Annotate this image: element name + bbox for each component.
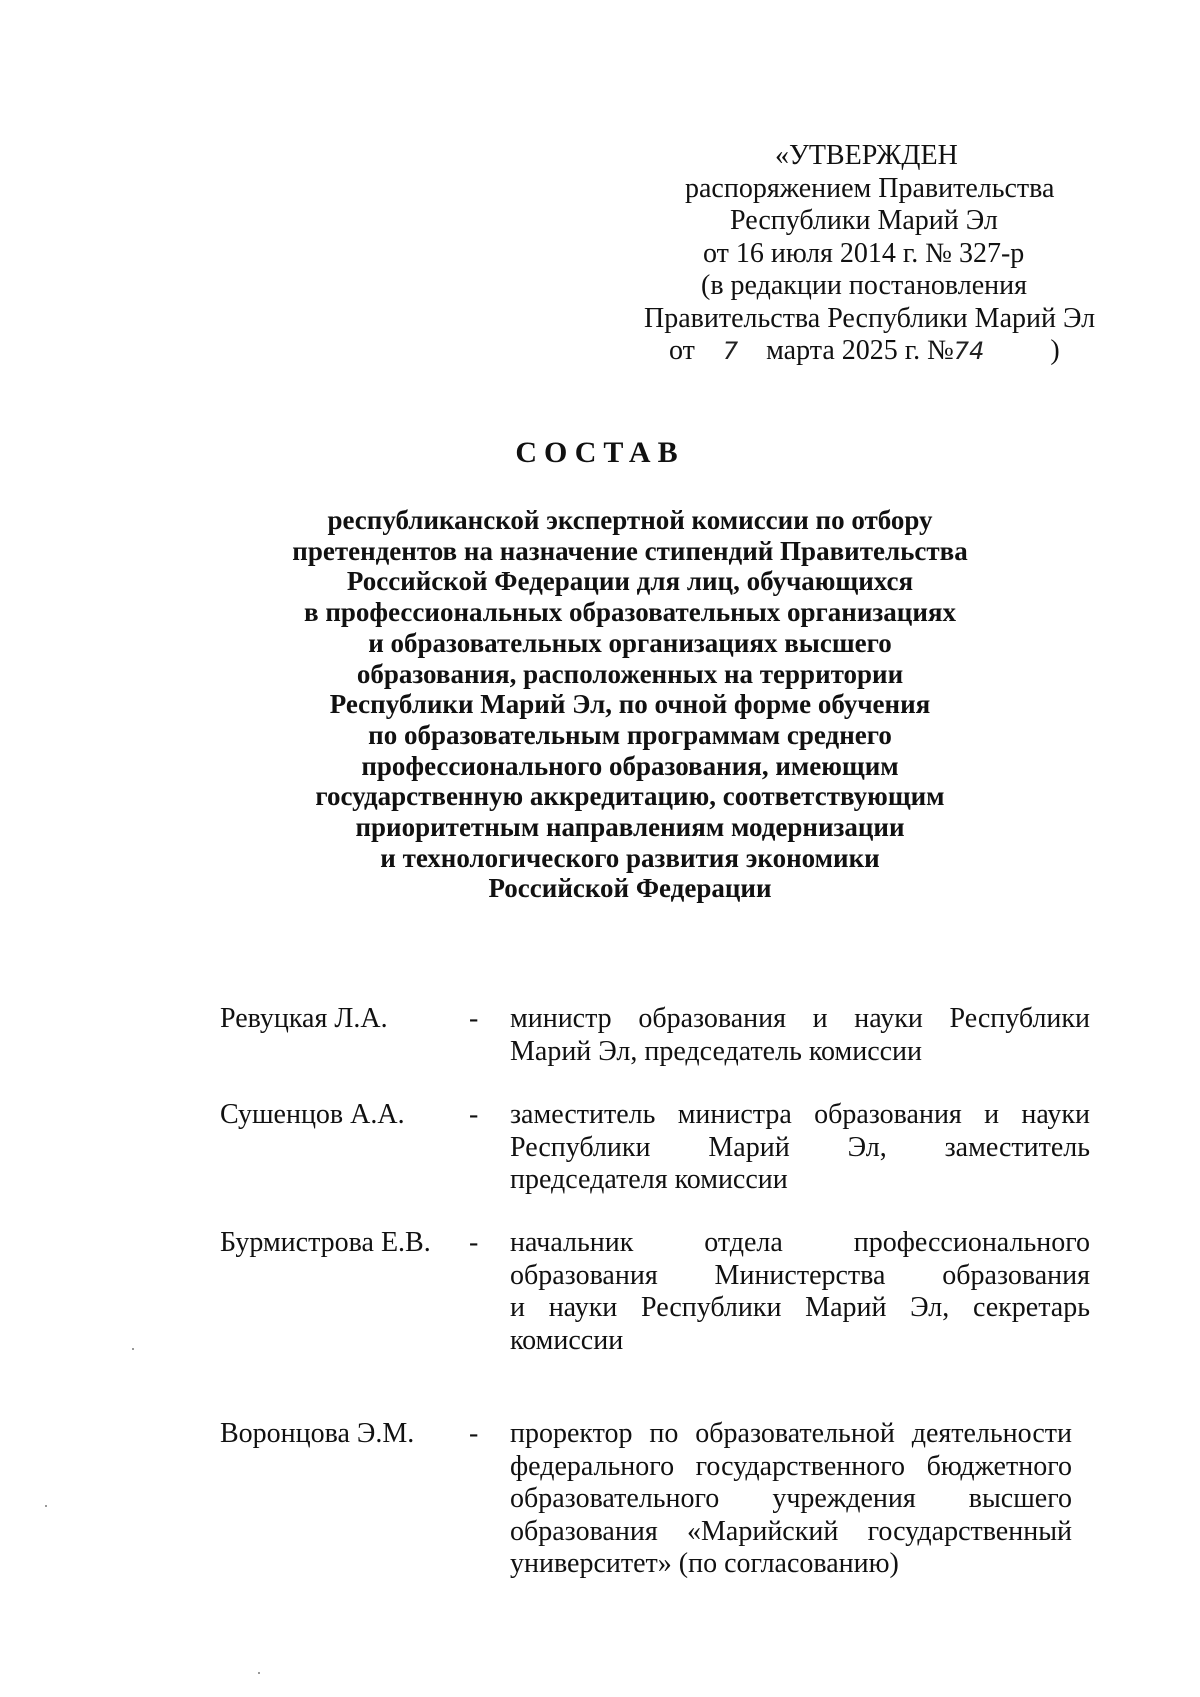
date-prefix: от (669, 335, 695, 366)
subtitle-line: Российской Федерации (488, 873, 772, 904)
member-name: Ревуцкая Л.А. (220, 1003, 388, 1034)
role-line: Республики Марий Эл, заместитель (510, 1131, 1090, 1163)
member-dash: - (469, 1418, 479, 1449)
approval-stamp (560, 140, 1150, 368)
subtitle-line: претендентов на назначение стипендий Правительства (292, 535, 968, 566)
subtitle-line: Российской Федерации для лиц, обучающихся (346, 566, 914, 597)
member-dash: - (469, 1227, 479, 1258)
subtitle-line: государственную аккредитацию, соответствующим (315, 781, 945, 812)
member-role (510, 1418, 1072, 1581)
approval-line: (в редакции постановления (701, 270, 1028, 301)
amendment-date-line (560, 335, 1150, 368)
approval-line: Республики Марий Эл (730, 205, 998, 236)
role-line: председателя комиссии (510, 1164, 788, 1195)
date-middle: марта 2025 г. № (766, 335, 954, 366)
subtitle-line: и образовательных организациях высшего (368, 627, 892, 658)
handwritten-day: 7 (722, 337, 739, 365)
role-line: университет» (по согласованию) (510, 1548, 899, 1579)
scan-speck (132, 1348, 134, 1350)
member-dash: - (469, 1099, 479, 1130)
subtitle-line: по образовательным программам среднего (368, 719, 892, 750)
role-line: и науки Республики Марий Эл, секретарь (510, 1292, 1090, 1323)
role-line: образования «Марийский государственный (510, 1515, 1072, 1547)
subtitle-line: образования, расположенных на территории (356, 658, 904, 689)
date-suffix: ) (1050, 335, 1060, 366)
member-role (510, 1099, 1090, 1197)
role-line: Марий Эл, председатель комиссии (510, 1035, 923, 1067)
role-line: образования Министерства образования (510, 1259, 1090, 1291)
approval-line: Правительства Республики Марий Эл (644, 302, 1096, 334)
role-line: заместитель министра образования и науки (510, 1099, 1090, 1130)
role-line: федерального государственного бюджетного (510, 1450, 1072, 1482)
role-line: образовательного учреждения высшего (510, 1483, 1072, 1514)
role-line: проректор по образовательной деятельности (510, 1418, 1072, 1449)
member-name: Воронцова Э.М. (220, 1418, 415, 1449)
role-line: министр образования и науки Республики (510, 1003, 1090, 1034)
approval-line: от 16 июля 2014 г. № 327-р (703, 237, 1025, 269)
document-subtitle (240, 505, 1020, 904)
subtitle-line: в профессиональных образовательных организациях (304, 597, 956, 628)
document-title: СОСТАВ (515, 436, 685, 469)
subtitle-line: республиканской экспертной комиссии по отбору (327, 505, 933, 535)
approval-line: распоряжением Правительства (685, 172, 1055, 204)
subtitle-line: приоритетным направлениям модернизации (355, 812, 905, 843)
scan-speck (45, 1505, 47, 1507)
subtitle-line: и технологического развития экономики (380, 842, 880, 873)
member-dash: - (469, 1003, 479, 1034)
subtitle-line: Республики Марий Эл, по очной форме обучения (329, 689, 931, 720)
subtitle-line: профессионального образования, имеющим (361, 750, 899, 781)
member-role (510, 1227, 1090, 1357)
member-name: Сушенцов А.А. (220, 1099, 405, 1130)
approval-line: «УТВЕРЖДЕН (775, 140, 958, 171)
member-name: Бурмистрова Е.В. (220, 1227, 431, 1258)
role-line: комиссии (510, 1324, 624, 1356)
scan-speck (258, 1672, 260, 1674)
member-role (510, 1003, 1090, 1068)
role-line: начальник отдела профессионального (510, 1227, 1090, 1258)
handwritten-number: 74 (953, 337, 985, 365)
